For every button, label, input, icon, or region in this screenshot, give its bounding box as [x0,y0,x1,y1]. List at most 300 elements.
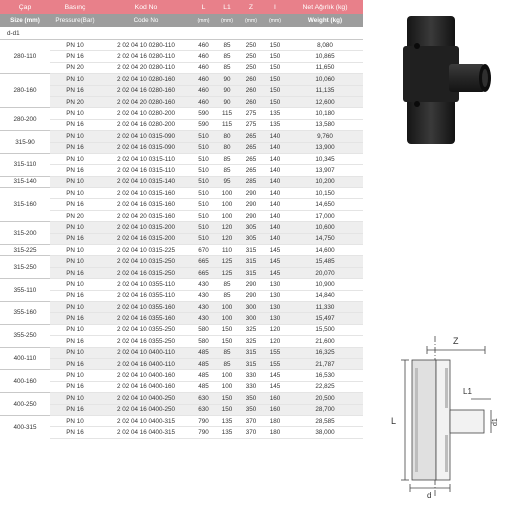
l1-cell: 100 [215,188,239,199]
pressure-cell: PN 16 [50,165,100,176]
size-cell: 400-250 [0,393,50,416]
z-cell: 285 [239,176,263,187]
weight-cell: 10,865 [287,51,363,62]
pressure-cell: PN 16 [50,51,100,62]
weight-cell: 20,070 [287,267,363,278]
l-cell: 510 [192,176,215,187]
pressure-cell: PN 10 [50,74,100,85]
size-cell: 315-140 [0,176,50,187]
l-cell: 590 [192,119,215,130]
z-cell: 315 [239,245,263,256]
l-cell: 460 [192,40,215,51]
drawing-label-l1: L1 [463,387,472,396]
pressure-cell: PN 10 [50,324,100,335]
l1-cell: 150 [215,393,239,404]
z-cell: 290 [239,210,263,221]
l1-cell: 100 [215,313,239,324]
l-cell: 510 [192,210,215,221]
l1-cell: 100 [215,381,239,392]
header-code-no: Code No [133,17,159,24]
table-row [0,313,363,324]
code-cell: 2 02 04 16 0355-250 [100,336,192,347]
l-cell: 430 [192,290,215,301]
pressure-cell: PN 10 [50,415,100,426]
pressure-cell: PN 16 [50,119,100,130]
pressure-cell: PN 16 [50,313,100,324]
z-cell: 305 [239,222,263,233]
code-cell: 2 02 04 16 0400-250 [100,404,192,415]
z-cell: 350 [239,393,263,404]
spec-table-body [0,40,363,439]
weight-cell: 10,180 [287,108,363,119]
code-cell: 2 02 04 16 0400-110 [100,358,192,369]
code-cell: 2 02 04 10 0315-225 [100,245,192,256]
weight-cell: 13,907 [287,165,363,176]
header-z: Z [248,3,254,11]
table-row [0,74,363,85]
z-cell: 265 [239,131,263,142]
code-cell: 2 02 04 10 0400-110 [100,347,192,358]
table-row [0,108,363,119]
header-l1: L1 [223,3,231,11]
drawing-label-z: Z [453,336,459,346]
z-cell: 325 [239,324,263,335]
z-cell: 315 [239,358,263,369]
z-cell: 300 [239,313,263,324]
l1-cell: 120 [215,222,239,233]
l-cell: 460 [192,62,215,73]
l-cell: 430 [192,301,215,312]
code-cell: 2 02 04 16 0280-110 [100,51,192,62]
code-cell: 2 02 04 16 0315-090 [100,142,192,153]
code-cell: 2 02 04 10 0355-110 [100,279,192,290]
z-cell: 300 [239,301,263,312]
code-cell: 2 02 04 10 0400-160 [100,370,192,381]
table-row [0,347,363,358]
z-cell: 315 [239,347,263,358]
l-cell: 580 [192,336,215,347]
weight-cell: 10,060 [287,74,363,85]
code-cell: 2 02 04 10 0315-160 [100,188,192,199]
z-cell: 265 [239,165,263,176]
header-pressure: Pressure(Bar) [55,17,95,24]
drawing-label-l: L [391,416,397,426]
weight-cell: 11,330 [287,301,363,312]
i-cell: 160 [263,393,287,404]
z-cell: 315 [239,256,263,267]
size-cell: 315-200 [0,222,50,245]
pressure-cell: PN 16 [50,358,100,369]
weight-cell: 14,650 [287,199,363,210]
i-cell: 150 [263,74,287,85]
i-cell: 145 [263,267,287,278]
i-cell: 135 [263,119,287,130]
pressure-cell: PN 10 [50,393,100,404]
l-cell: 430 [192,279,215,290]
i-cell: 140 [263,165,287,176]
size-cell: 315-90 [0,131,50,154]
product-photo-tee [379,12,507,148]
pressure-cell: PN 10 [50,347,100,358]
l-cell: 630 [192,404,215,415]
l-cell: 510 [192,222,215,233]
z-cell: 260 [239,96,263,107]
table-row [0,245,363,256]
code-cell: 2 02 04 16 0355-110 [100,290,192,301]
l-cell: 485 [192,347,215,358]
l-cell: 485 [192,370,215,381]
z-cell: 290 [239,279,263,290]
z-cell: 275 [239,108,263,119]
l1-cell: 100 [215,370,239,381]
z-cell: 260 [239,85,263,96]
z-cell: 290 [239,290,263,301]
z-cell: 315 [239,267,263,278]
l-cell: 510 [192,131,215,142]
l1-cell: 90 [215,74,239,85]
header-i: I [274,3,276,11]
table-row [0,301,363,312]
code-cell: 2 02 04 16 0400-315 [100,427,192,438]
pressure-cell: PN 16 [50,267,100,278]
l1-cell: 85 [215,62,239,73]
i-cell: 160 [263,404,287,415]
l1-cell: 135 [215,427,239,438]
l1-cell: 85 [215,279,239,290]
pressure-cell: PN 16 [50,290,100,301]
code-cell: 2 02 04 10 0400-250 [100,393,192,404]
size-cell: 400-110 [0,347,50,370]
code-cell: 2 02 04 10 0280-160 [100,74,192,85]
code-cell: 2 02 04 10 0315-200 [100,222,192,233]
weight-cell: 13,900 [287,142,363,153]
header-i-unit: (mm) [268,17,282,24]
weight-cell: 21,600 [287,336,363,347]
weight-cell: 20,500 [287,393,363,404]
z-cell: 330 [239,381,263,392]
z-cell: 290 [239,199,263,210]
header-row-english [0,14,363,27]
code-cell: 2 02 04 10 0315-090 [100,131,192,142]
l1-cell: 90 [215,85,239,96]
code-cell: 2 02 04 16 0315-200 [100,233,192,244]
drawing-label-d1: d1 [492,418,499,426]
i-cell: 130 [263,313,287,324]
pressure-cell: PN 10 [50,256,100,267]
header-l1-unit: (mm) [220,17,234,24]
table-row [0,381,363,392]
z-cell: 325 [239,336,263,347]
weight-cell: 8,080 [287,40,363,51]
l-cell: 510 [192,153,215,164]
header-net-agirlik: Net Ağırlık (kg) [302,3,348,11]
l1-cell: 85 [215,153,239,164]
weight-cell: 22,825 [287,381,363,392]
weight-cell: 10,900 [287,279,363,290]
weight-cell: 21,787 [287,358,363,369]
table-row [0,210,363,221]
code-cell: 2 02 04 16 0315-250 [100,267,192,278]
z-cell: 350 [239,404,263,415]
header-l: L [201,3,206,11]
z-cell: 250 [239,62,263,73]
l1-cell: 125 [215,256,239,267]
l-cell: 485 [192,358,215,369]
weight-cell: 14,600 [287,245,363,256]
header-basinc: Basınç [64,3,86,11]
size-cell: 355-110 [0,279,50,302]
table-row [0,62,363,73]
i-cell: 140 [263,176,287,187]
z-cell: 370 [239,427,263,438]
table-row [0,404,363,415]
i-cell: 140 [263,233,287,244]
l1-cell: 150 [215,404,239,415]
size-cell: 315-225 [0,245,50,256]
table-row [0,233,363,244]
pressure-cell: PN 10 [50,176,100,187]
l-cell: 790 [192,415,215,426]
weight-cell: 11,135 [287,85,363,96]
l1-cell: 85 [215,358,239,369]
size-cell: 315-110 [0,153,50,176]
l-cell: 790 [192,427,215,438]
size-cell: 315-160 [0,188,50,222]
weight-cell: 28,585 [287,415,363,426]
l-cell: 665 [192,267,215,278]
weight-cell: 14,750 [287,233,363,244]
l-cell: 665 [192,256,215,267]
weight-cell: 12,600 [287,96,363,107]
i-cell: 150 [263,85,287,96]
i-cell: 135 [263,108,287,119]
table-row [0,85,363,96]
i-cell: 150 [263,96,287,107]
pressure-cell: PN 10 [50,301,100,312]
l-cell: 510 [192,233,215,244]
l1-cell: 80 [215,142,239,153]
code-cell: 2 02 04 20 0280-110 [100,62,192,73]
l1-cell: 95 [215,176,239,187]
i-cell: 150 [263,40,287,51]
i-cell: 145 [263,245,287,256]
code-cell: 2 02 04 16 0400-160 [100,381,192,392]
l-cell: 460 [192,96,215,107]
l1-cell: 80 [215,131,239,142]
l-cell: 510 [192,142,215,153]
pressure-cell: PN 16 [50,427,100,438]
weight-cell: 17,000 [287,210,363,221]
weight-cell: 16,325 [287,347,363,358]
i-cell: 145 [263,256,287,267]
subheader-row [0,27,363,40]
pressure-cell: PN 10 [50,188,100,199]
table-row [0,290,363,301]
l-cell: 510 [192,188,215,199]
header-kod-no: Kod No [134,3,158,11]
i-cell: 155 [263,358,287,369]
pressure-cell: PN 16 [50,85,100,96]
z-cell: 330 [239,370,263,381]
code-cell: 2 02 04 10 0315-140 [100,176,192,187]
code-cell: 2 02 04 10 0280-200 [100,108,192,119]
header-row-turkish [0,0,363,14]
table-row [0,393,363,404]
size-cell: 400-160 [0,370,50,393]
header-z-unit: (mm) [244,17,258,24]
l-cell: 670 [192,245,215,256]
i-cell: 130 [263,290,287,301]
header-l-unit: (mm) [197,17,210,24]
code-cell: 2 02 04 10 0355-250 [100,324,192,335]
table-row [0,188,363,199]
i-cell: 180 [263,415,287,426]
size-cell: 355-250 [0,324,50,347]
i-cell: 120 [263,324,287,335]
z-cell: 265 [239,153,263,164]
l-cell: 460 [192,74,215,85]
size-cell: 280-200 [0,108,50,131]
table-row [0,256,363,267]
i-cell: 140 [263,222,287,233]
z-cell: 305 [239,233,263,244]
l1-cell: 110 [215,245,239,256]
code-cell: 2 02 04 16 0315-160 [100,199,192,210]
table-row [0,51,363,62]
table-row [0,153,363,164]
z-cell: 265 [239,142,263,153]
l-cell: 460 [192,85,215,96]
l1-cell: 100 [215,199,239,210]
l-cell: 430 [192,313,215,324]
weight-cell: 14,840 [287,290,363,301]
pressure-cell: PN 16 [50,233,100,244]
i-cell: 140 [263,131,287,142]
i-cell: 120 [263,336,287,347]
subheader-d-d1: d-d1 [7,29,20,37]
i-cell: 140 [263,142,287,153]
i-cell: 180 [263,427,287,438]
size-cell: 280-110 [0,40,50,74]
table-row [0,370,363,381]
code-cell: 2 02 04 16 0280-160 [100,85,192,96]
i-cell: 155 [263,347,287,358]
i-cell: 145 [263,370,287,381]
l-cell: 510 [192,199,215,210]
table-row [0,40,363,51]
weight-cell: 9,760 [287,131,363,142]
pressure-cell: PN 20 [50,96,100,107]
pressure-cell: PN 16 [50,404,100,415]
l-cell: 630 [192,393,215,404]
size-cell: 400-315 [0,415,50,438]
size-cell: 355-160 [0,301,50,324]
weight-cell: 28,700 [287,404,363,415]
table-row [0,427,363,438]
code-cell: 2 02 04 10 0315-250 [100,256,192,267]
l1-cell: 120 [215,233,239,244]
l1-cell: 85 [215,290,239,301]
header-weight: Weight (kg) [307,17,343,24]
l-cell: 485 [192,381,215,392]
l1-cell: 85 [215,165,239,176]
technical-drawing [383,328,508,500]
i-cell: 150 [263,51,287,62]
weight-cell: 10,150 [287,188,363,199]
l1-cell: 135 [215,415,239,426]
i-cell: 130 [263,279,287,290]
i-cell: 140 [263,210,287,221]
i-cell: 140 [263,199,287,210]
l1-cell: 100 [215,210,239,221]
code-cell: 2 02 04 16 0355-160 [100,313,192,324]
pressure-cell: PN 16 [50,142,100,153]
pressure-cell: PN 10 [50,153,100,164]
pressure-cell: PN 16 [50,199,100,210]
header-size: Size (mm) [10,17,40,24]
table-row [0,267,363,278]
weight-cell: 15,497 [287,313,363,324]
weight-cell: 15,485 [287,256,363,267]
table-row [0,119,363,130]
code-cell: 2 02 04 10 0400-315 [100,415,192,426]
pressure-cell: PN 20 [50,62,100,73]
table-row [0,324,363,335]
weight-cell: 16,530 [287,370,363,381]
l-cell: 590 [192,108,215,119]
table-row [0,279,363,290]
table-row [0,358,363,369]
i-cell: 150 [263,62,287,73]
i-cell: 140 [263,153,287,164]
pressure-cell: PN 10 [50,279,100,290]
pressure-cell: PN 10 [50,245,100,256]
code-cell: 2 02 04 10 0280-110 [100,40,192,51]
pressure-cell: PN 10 [50,131,100,142]
pressure-cell: PN 16 [50,336,100,347]
pressure-cell: PN 16 [50,381,100,392]
i-cell: 130 [263,301,287,312]
l1-cell: 150 [215,336,239,347]
z-cell: 290 [239,188,263,199]
pressure-cell: PN 20 [50,210,100,221]
z-cell: 370 [239,415,263,426]
code-cell: 2 02 04 10 0355-160 [100,301,192,312]
drawing-label-d: d [427,491,432,500]
l-cell: 510 [192,165,215,176]
l-cell: 580 [192,324,215,335]
header-cap: Çap [18,3,32,11]
l1-cell: 100 [215,301,239,312]
code-cell: 2 02 04 20 0280-160 [100,96,192,107]
weight-cell: 11,650 [287,62,363,73]
z-cell: 275 [239,119,263,130]
weight-cell: 10,345 [287,153,363,164]
pressure-cell: PN 10 [50,370,100,381]
l1-cell: 115 [215,108,239,119]
i-cell: 140 [263,188,287,199]
l1-cell: 85 [215,51,239,62]
l1-cell: 85 [215,40,239,51]
pressure-cell: PN 10 [50,108,100,119]
code-cell: 2 02 04 10 0315-110 [100,153,192,164]
z-cell: 260 [239,74,263,85]
z-cell: 250 [239,40,263,51]
pressure-cell: PN 10 [50,222,100,233]
pressure-cell: PN 10 [50,40,100,51]
table-row [0,131,363,142]
weight-cell: 15,500 [287,324,363,335]
